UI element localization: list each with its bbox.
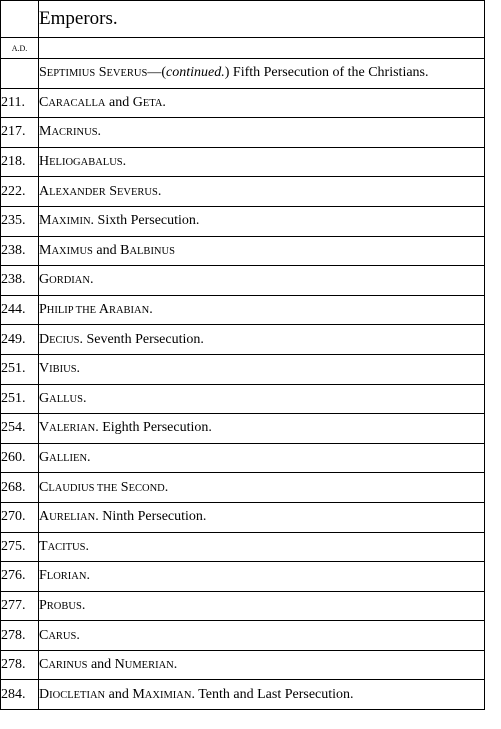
table-title: Emperors. xyxy=(39,1,485,38)
emperor-text-segment: F xyxy=(39,568,47,584)
emperor-cell xyxy=(39,266,485,296)
emperor-text-segment: . xyxy=(164,479,169,495)
emperor-text-segment: C xyxy=(39,94,49,110)
emperor-text-segment: ALBINUS xyxy=(129,245,175,257)
emperor-text-segment: ECIUS xyxy=(49,334,80,346)
emperor-text-segment: AXIMIN xyxy=(51,216,91,228)
year-cell: 275. xyxy=(1,532,39,562)
table-row xyxy=(1,532,485,562)
emperor-text-segment: . xyxy=(86,568,90,584)
table-row xyxy=(1,414,485,444)
table-row xyxy=(1,502,485,532)
year-cell: 284. xyxy=(1,680,39,710)
year-cell: 235. xyxy=(1,206,39,236)
year-cell: 222. xyxy=(1,177,39,207)
emperor-text-segment: C xyxy=(39,627,49,643)
emperor-text-segment: ARUS xyxy=(48,630,77,642)
emperor-text-segment: M xyxy=(39,213,52,229)
emperor-text-segment: AXIMUS xyxy=(51,245,93,257)
emperor-text-segment: LAUDIUS THE xyxy=(48,482,118,494)
emperor-text-segment: G xyxy=(39,390,50,406)
year-cell: 218. xyxy=(1,147,39,177)
emperor-text-segment: . xyxy=(76,361,81,377)
emperor-text-segment: LORIAN xyxy=(46,571,87,583)
emperor-text-segment: A xyxy=(96,302,109,318)
emperor-text-segment: —( xyxy=(147,65,167,81)
emperor-text-segment: ACITUS xyxy=(47,541,86,553)
emperor-text-segment: G xyxy=(39,450,50,466)
emperor-text-segment: ROBUS xyxy=(46,600,82,612)
year-cell: 278. xyxy=(1,621,39,651)
emperor-text-segment: AXIMIAN xyxy=(144,689,192,701)
table-body xyxy=(1,1,485,710)
ad-text-cell xyxy=(39,38,485,59)
emperor-cell xyxy=(39,88,485,118)
emperor-text-segment: . xyxy=(87,450,91,466)
title-year-cell xyxy=(1,1,39,38)
emperor-text-segment: HILIP THE xyxy=(46,305,97,317)
year-cell: 276. xyxy=(1,562,39,592)
emperor-text-segment: LEXANDER xyxy=(49,186,106,198)
table-row xyxy=(1,295,485,325)
emperor-cell xyxy=(39,443,485,473)
emperor-text-segment: ALLUS xyxy=(49,393,83,405)
year-cell: 217. xyxy=(1,118,39,148)
emperor-cell xyxy=(39,562,485,592)
emperor-text-segment: IOCLETIAN xyxy=(49,689,106,701)
emperor-text-segment: and M xyxy=(105,686,145,702)
emperor-text-segment: IBIUS xyxy=(49,364,77,376)
emperor-text-segment: and G xyxy=(105,94,143,110)
emperor-text-segment: A xyxy=(39,509,50,525)
emperor-text-segment: S xyxy=(105,183,117,199)
emperor-text-segment: . xyxy=(85,538,89,554)
emperor-text-segment: RABIAN xyxy=(108,305,150,317)
emperor-text-segment: . xyxy=(97,124,102,140)
year-cell: 260. xyxy=(1,443,39,473)
table-row xyxy=(1,325,485,355)
emperor-text-segment: ) Fifth Persecution of the Christians. xyxy=(224,65,429,81)
emperor-cell xyxy=(39,236,485,266)
table-row xyxy=(1,206,485,236)
ad-label: A.D. xyxy=(1,38,39,59)
emperor-text-segment: ECOND xyxy=(128,482,165,494)
emperor-text-segment: P xyxy=(39,302,47,318)
emperor-text-segment: EVERUS xyxy=(117,186,158,198)
emperor-text-segment: UMERIAN xyxy=(124,660,174,672)
table-row xyxy=(1,354,485,384)
emperor-cell xyxy=(39,147,485,177)
emperor-text-segment: V xyxy=(39,420,50,436)
table-row xyxy=(1,59,485,89)
emperor-text-segment: . Tenth and Last Persecution. xyxy=(191,686,354,702)
emperor-text-segment: . xyxy=(157,183,162,199)
emperor-text-segment: ACRINUS xyxy=(51,127,98,139)
emperor-text-segment: . xyxy=(122,154,127,170)
emperor-text-segment: P xyxy=(39,597,47,613)
table-row xyxy=(1,118,485,148)
emperor-cell xyxy=(39,295,485,325)
table-row xyxy=(1,88,485,118)
emperor-cell xyxy=(39,532,485,562)
emperor-cell xyxy=(39,177,485,207)
emperor-cell xyxy=(39,650,485,680)
table-row xyxy=(1,680,485,710)
emperor-text-segment: . xyxy=(81,597,86,613)
year-cell: 254. xyxy=(1,414,39,444)
emperor-text-segment: . Sixth Persecution. xyxy=(90,213,200,229)
emperor-text-segment: . xyxy=(89,272,94,288)
emperor-text-segment: URELIAN xyxy=(49,512,96,524)
emperor-text-segment: . xyxy=(162,94,166,110)
emperor-cell xyxy=(39,473,485,503)
emperor-text-segment: M xyxy=(39,242,52,258)
title-row xyxy=(1,1,485,38)
table-row xyxy=(1,266,485,296)
emperor-text-segment: and B xyxy=(92,242,130,258)
emperor-text-segment: . Seventh Persecution. xyxy=(79,331,204,347)
emperor-text-segment: . Ninth Persecution. xyxy=(95,509,207,525)
emperor-text-segment: C xyxy=(39,657,49,673)
year-cell: 270. xyxy=(1,502,39,532)
year-cell: 211. xyxy=(1,88,39,118)
emperor-text-segment: and N xyxy=(87,657,125,673)
emperor-cell xyxy=(39,206,485,236)
emperor-text-segment: EVERUS xyxy=(106,68,148,80)
table-row xyxy=(1,236,485,266)
year-cell: 238. xyxy=(1,236,39,266)
year-cell: 251. xyxy=(1,354,39,384)
table-row xyxy=(1,473,485,503)
emperor-text-segment: G xyxy=(39,272,50,288)
emperor-text-segment: C xyxy=(39,479,49,495)
emperor-cell xyxy=(39,621,485,651)
year-cell: 238. xyxy=(1,266,39,296)
table-row xyxy=(1,147,485,177)
year-cell: 249. xyxy=(1,325,39,355)
emperor-text-segment: H xyxy=(39,154,50,170)
emperor-text-segment: ETA xyxy=(142,97,163,109)
emperor-cell xyxy=(39,384,485,414)
ad-row xyxy=(1,38,485,59)
emperor-text-segment: D xyxy=(39,331,50,347)
emperor-text-segment: S xyxy=(117,479,129,495)
emperor-text-segment: . xyxy=(149,302,153,318)
emperor-text-segment: S xyxy=(39,65,47,81)
year-cell xyxy=(1,59,39,89)
table-row xyxy=(1,562,485,592)
year-cell: 278. xyxy=(1,650,39,680)
emperor-cell xyxy=(39,680,485,710)
table-row xyxy=(1,177,485,207)
emperor-cell xyxy=(39,325,485,355)
emperor-cell xyxy=(39,414,485,444)
table-row xyxy=(1,384,485,414)
emperor-text-segment: . Eighth Persecution. xyxy=(95,420,212,436)
emperor-cell xyxy=(39,59,485,89)
emperor-text-segment: EPTIMIUS xyxy=(46,68,96,80)
table-row xyxy=(1,650,485,680)
emperor-text-segment: . xyxy=(173,657,178,673)
year-cell: 244. xyxy=(1,295,39,325)
emperor-cell xyxy=(39,591,485,621)
emperor-text-segment: T xyxy=(39,538,48,554)
emperor-text-segment: M xyxy=(39,124,52,140)
emperor-text-segment: continued. xyxy=(166,65,225,81)
emperor-text-segment: D xyxy=(39,686,50,702)
emperor-cell xyxy=(39,118,485,148)
table-row xyxy=(1,621,485,651)
emperor-cell xyxy=(39,502,485,532)
table-row xyxy=(1,443,485,473)
table-row xyxy=(1,591,485,621)
emperor-text-segment: . xyxy=(76,627,80,643)
emperor-text-segment: A xyxy=(39,183,50,199)
year-cell: 268. xyxy=(1,473,39,503)
emperor-cell xyxy=(39,354,485,384)
emperor-text-segment: ORDIAN xyxy=(49,275,90,287)
year-cell: 251. xyxy=(1,384,39,414)
emperor-text-segment: ARACALLA xyxy=(48,97,106,109)
emperor-text-segment: S xyxy=(95,65,107,81)
emperor-text-segment: . xyxy=(82,390,87,406)
emperor-text-segment: V xyxy=(39,361,50,377)
year-cell: 277. xyxy=(1,591,39,621)
emperor-text-segment: ELIOGABALUS xyxy=(49,157,123,169)
emperor-text-segment: ALLIEN xyxy=(49,453,88,465)
emperor-text-segment: ARINUS xyxy=(48,660,88,672)
emperor-text-segment: ALERIAN xyxy=(49,423,96,435)
